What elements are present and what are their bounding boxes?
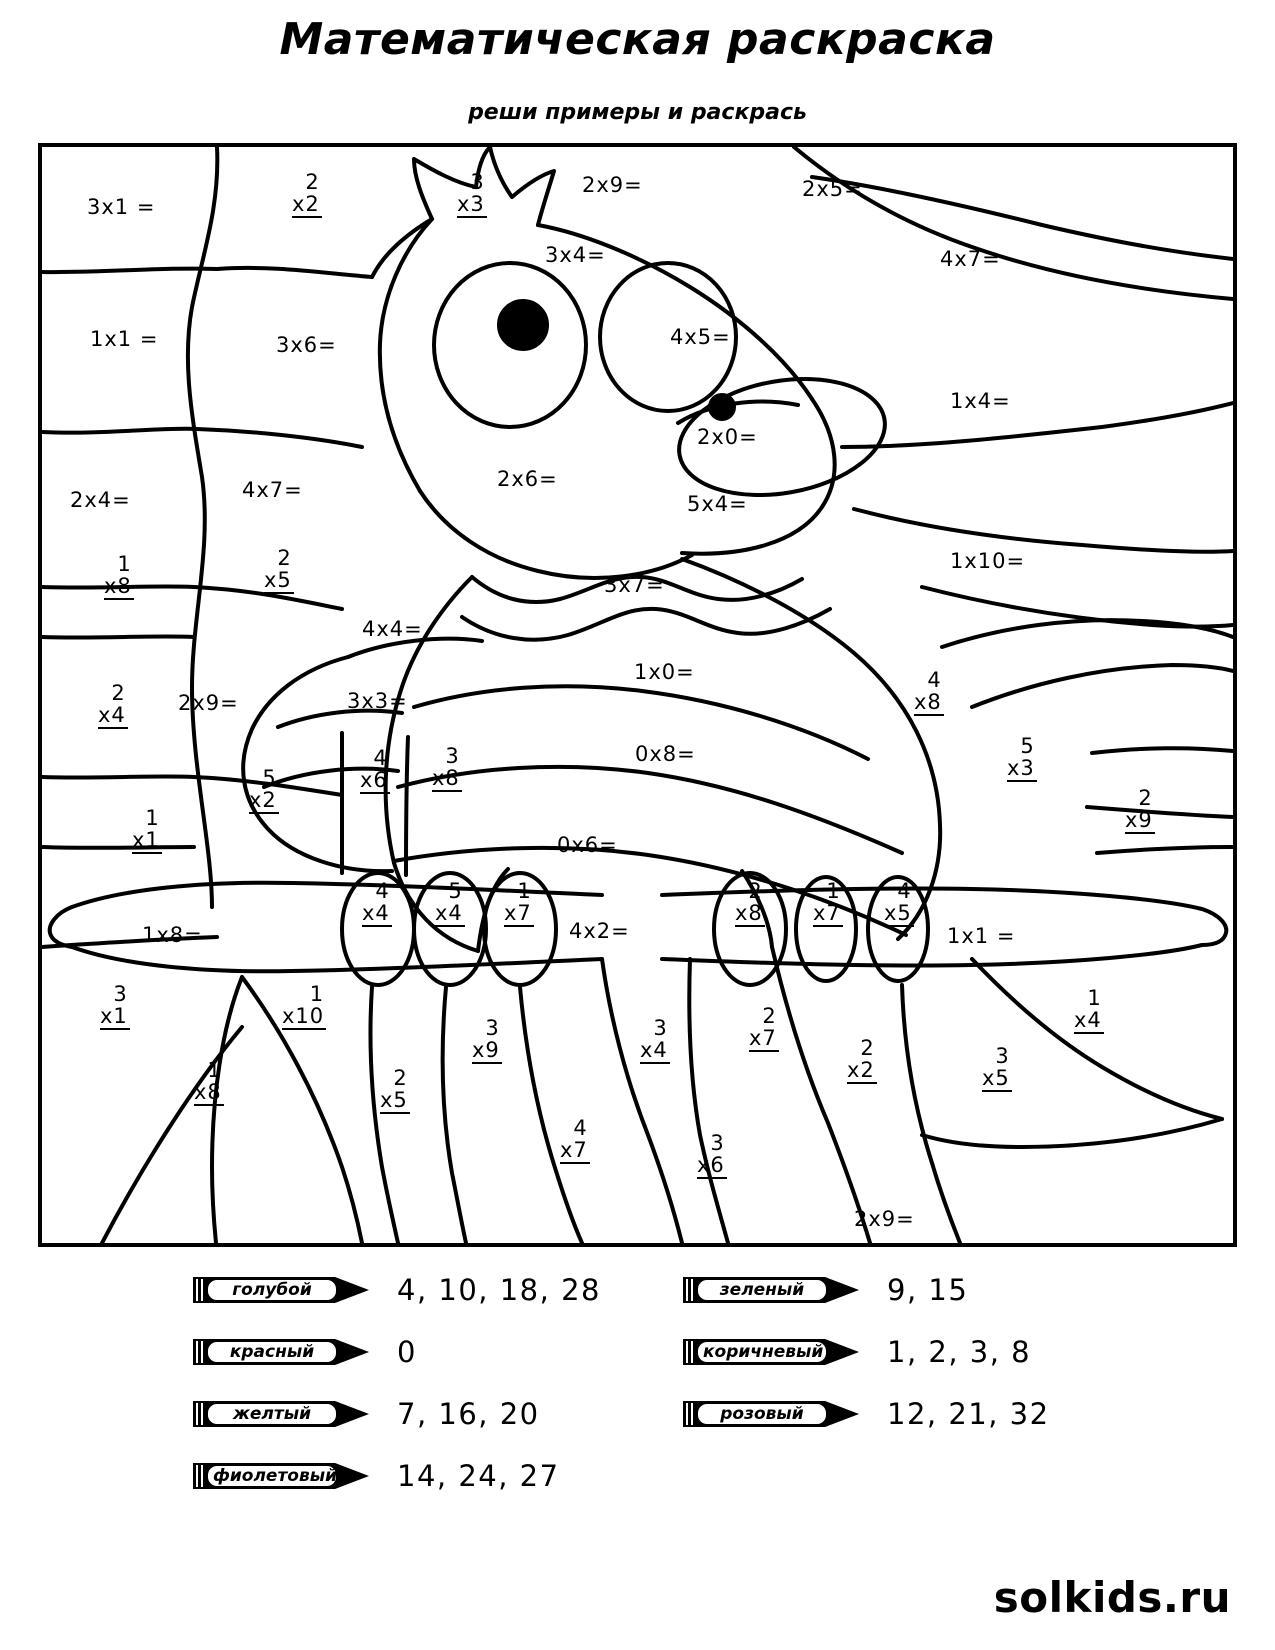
expression: 3 x1	[100, 983, 130, 1030]
expression: 4x2=	[569, 919, 630, 943]
crayon-icon	[675, 1397, 865, 1431]
legend-item	[185, 1270, 601, 1310]
expression: 4x7=	[940, 247, 1001, 271]
expression: 3x3=	[347, 689, 408, 713]
expression: 1x0=	[634, 660, 695, 684]
expression: 1 x4	[1074, 987, 1104, 1034]
expression: 2x0=	[697, 425, 758, 449]
expression: 3x4=	[545, 243, 606, 267]
expression: 1 x7	[813, 880, 843, 927]
expression: 1x10=	[950, 549, 1026, 573]
crayon-icon	[185, 1335, 375, 1369]
expression: 4x7=	[242, 478, 303, 502]
expression: 3 x5	[982, 1045, 1012, 1092]
legend-color-name: зеленый	[719, 1280, 805, 1300]
legend-color-name: красный	[229, 1342, 315, 1362]
expression: 3 x9	[472, 1017, 502, 1064]
legend-numbers: 4, 10, 18, 28	[397, 1273, 601, 1307]
expression: 2 x5	[264, 547, 294, 594]
expression: 2x9=	[178, 691, 239, 715]
expression: 1x1 =	[947, 924, 1016, 948]
expression: 1 x8	[104, 553, 134, 600]
legend-color-name: коричневый	[703, 1342, 824, 1362]
legend-numbers: 7, 16, 20	[397, 1397, 540, 1431]
legend-item	[185, 1332, 417, 1372]
expression: 4 x8	[914, 669, 944, 716]
expression: 2x9=	[854, 1207, 915, 1231]
legend-numbers: 9, 15	[887, 1273, 969, 1307]
expression: 3 x6	[697, 1132, 727, 1179]
expression: 2x9=	[582, 173, 643, 197]
crayon-icon	[675, 1273, 865, 1307]
expression: 2 x5	[380, 1067, 410, 1114]
crayon-icon	[675, 1335, 865, 1369]
expression: 1 x8	[194, 1059, 224, 1106]
crayon-icon	[185, 1459, 375, 1493]
expression: 4 x4	[362, 880, 392, 927]
expression: 4x4=	[362, 617, 423, 641]
expression: 1x4=	[950, 389, 1011, 413]
expression: 3x7=	[604, 573, 665, 597]
legend-item	[185, 1456, 560, 1496]
expression: 0x8=	[635, 742, 696, 766]
expression: 2x6=	[497, 467, 558, 491]
legend-item	[675, 1270, 968, 1310]
expression: 4 x6	[360, 747, 390, 794]
legend-color-name: фиолетовый	[213, 1466, 338, 1486]
legend-item	[675, 1332, 1031, 1372]
legend-item	[675, 1394, 1050, 1434]
legend-color-name: розовый	[720, 1404, 804, 1424]
site-watermark: solkids.ru	[993, 1573, 1231, 1622]
crayon-icon	[185, 1273, 375, 1307]
expression: 2 x8	[735, 880, 765, 927]
expression: 4x5=	[670, 325, 731, 349]
expression: 2 x2	[292, 171, 322, 218]
expression: 2 x4	[98, 682, 128, 729]
legend-numbers: 1, 2, 3, 8	[887, 1335, 1032, 1369]
page-subtitle: реши примеры и раскрась	[468, 100, 807, 125]
expression: 1 x10	[282, 983, 326, 1030]
expression: 4 x5	[884, 880, 914, 927]
legend-numbers: 12, 21, 32	[887, 1397, 1050, 1431]
expression: 2 x9	[1125, 787, 1155, 834]
page-title: Математическая раскраска	[279, 14, 996, 65]
expression: 3 x8	[432, 745, 462, 792]
expression: 3 x3	[457, 171, 487, 218]
expression: 3x6=	[276, 333, 337, 357]
legend-color-name: желтый	[232, 1404, 312, 1424]
expression: 3 x4	[640, 1017, 670, 1064]
legend-numbers: 14, 24, 27	[397, 1459, 560, 1493]
crayon-icon	[185, 1397, 375, 1431]
expression: 2 x7	[749, 1005, 779, 1052]
expression: 2x4=	[70, 488, 131, 512]
expression: 3x1 =	[87, 195, 156, 219]
expression: 5 x2	[249, 767, 279, 814]
expression: 5x4=	[687, 492, 748, 516]
expression: 4 x7	[560, 1117, 590, 1164]
color-legend	[185, 1270, 1105, 1493]
legend-color-name: голубой	[232, 1280, 312, 1300]
expression: 0x6=	[557, 833, 618, 857]
expression: 5 x4	[435, 880, 465, 927]
expression: 2x5=	[802, 177, 863, 201]
coloring-picture	[38, 143, 1237, 1247]
expression: 1x8=	[142, 923, 203, 947]
legend-item	[185, 1394, 540, 1434]
expression: 2 x2	[847, 1037, 877, 1084]
legend-numbers: 0	[397, 1335, 417, 1369]
expression: 5 x3	[1007, 735, 1037, 782]
expression: 1 x1	[132, 807, 162, 854]
expression: 1 x7	[504, 880, 534, 927]
expression: 1x1 =	[90, 327, 159, 351]
